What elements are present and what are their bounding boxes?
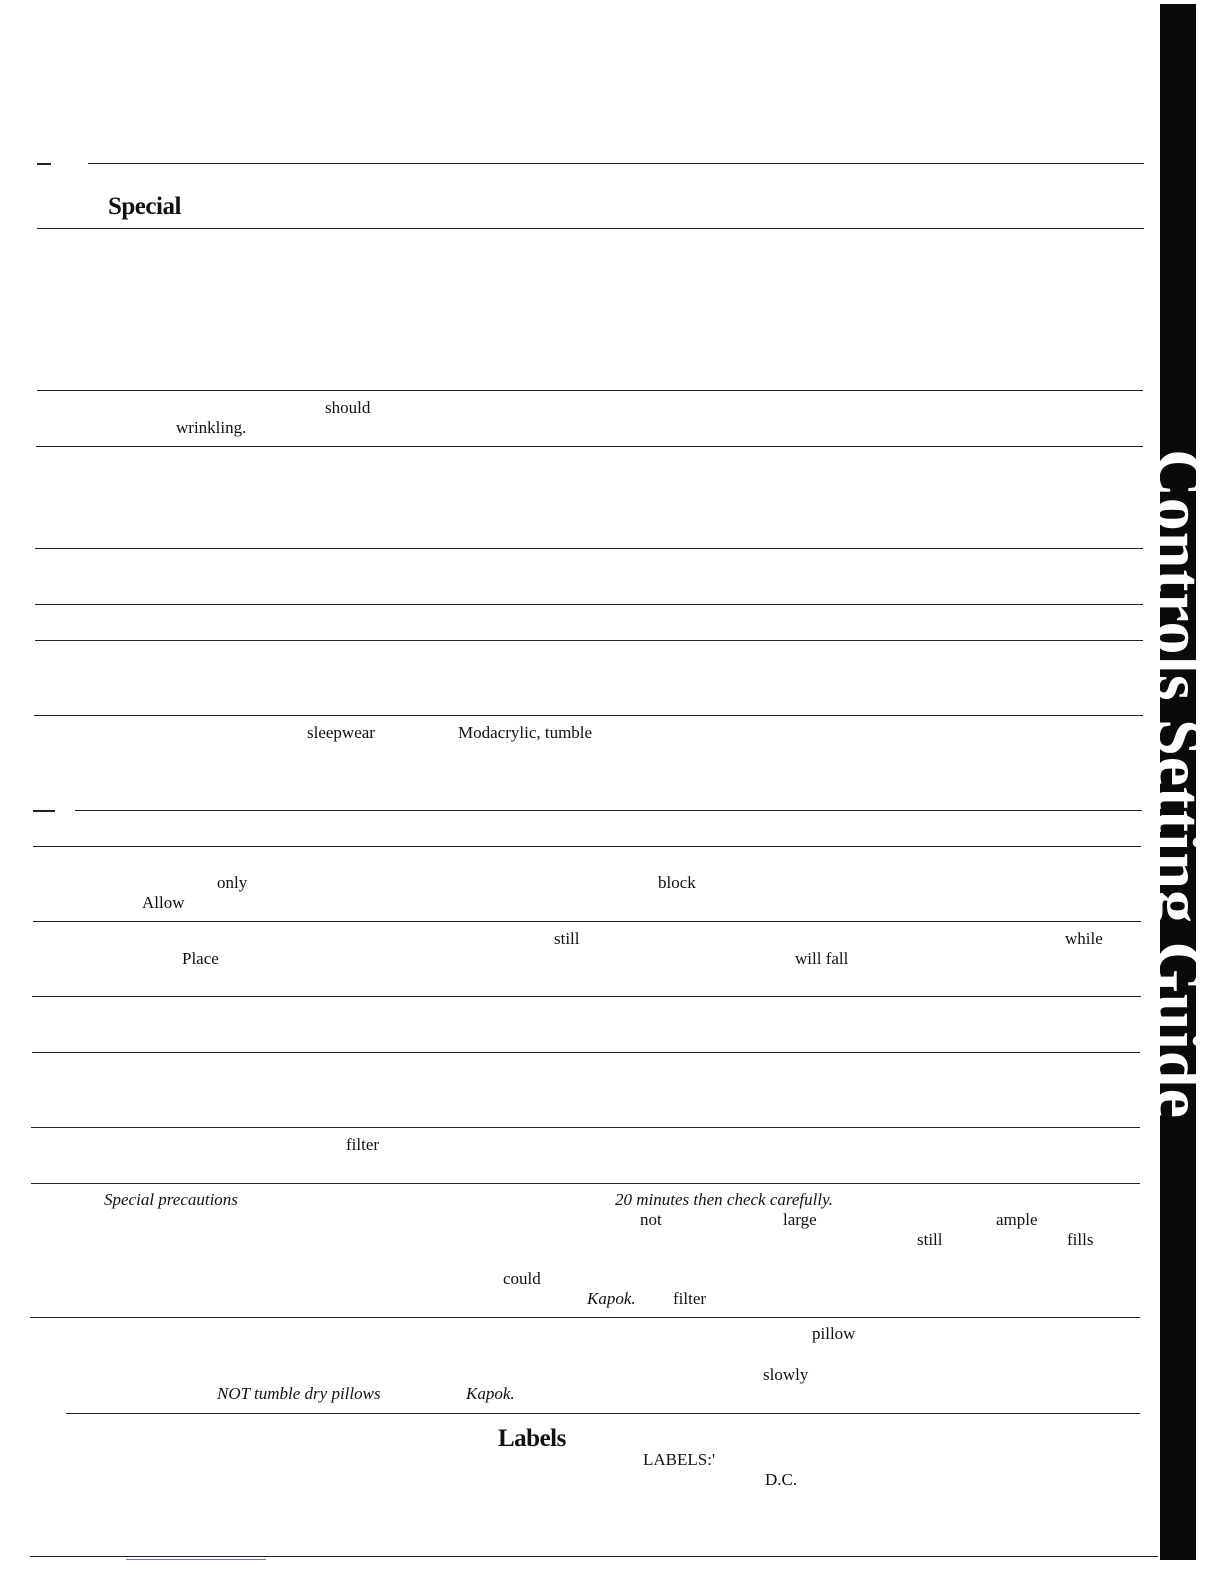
rule-5 <box>35 604 1143 605</box>
word-sleepwear: sleepwear <box>307 723 375 742</box>
word-allow: Allow <box>142 893 185 912</box>
rule-8 <box>75 810 1142 811</box>
word-labels-caps: LABELS:' <box>643 1450 716 1469</box>
rule-7 <box>34 715 1143 716</box>
rule-bottom <box>30 1556 1158 1557</box>
word-modacrylic: Modacrylic, tumble <box>458 723 593 742</box>
word-place: Place <box>182 949 219 968</box>
word-still-a: still <box>554 929 580 948</box>
text-not-tumble-dry: NOT tumble dry pillows <box>217 1384 381 1403</box>
text-special-precautions: Special precautions <box>104 1190 238 1209</box>
rule-2 <box>37 390 1143 391</box>
text-twenty-minutes: 20 minutes then check carefully. <box>615 1190 833 1209</box>
rule-12 <box>32 1052 1140 1053</box>
rule-10 <box>33 921 1141 922</box>
rule-6 <box>35 640 1143 641</box>
rule-14 <box>31 1183 1140 1184</box>
word-kapok-b: Kapok. <box>466 1384 515 1403</box>
rule-15 <box>30 1317 1140 1318</box>
word-not: not <box>640 1210 662 1229</box>
word-kapok-a: Kapok. <box>587 1289 636 1308</box>
rule-4 <box>35 548 1143 549</box>
rule-16 <box>66 1413 1140 1414</box>
section-heading-special: Special <box>108 193 181 220</box>
word-filter-b: filter <box>673 1289 707 1308</box>
section-heading-labels: Labels <box>498 1425 566 1452</box>
word-block: block <box>658 873 696 892</box>
rule-dash-top <box>37 163 51 165</box>
side-tab <box>1142 4 1215 1560</box>
word-dc: D.C. <box>765 1470 798 1489</box>
word-ample: ample <box>996 1210 1038 1229</box>
word-wrinkling: wrinkling. <box>176 418 247 437</box>
word-only: only <box>217 873 248 892</box>
word-should: should <box>325 398 371 417</box>
word-fills: fills <box>1067 1230 1094 1249</box>
word-still-b: still <box>917 1230 943 1249</box>
rule-bottom-blue <box>126 1559 266 1560</box>
side-tab-label: Controls Setting Guide <box>1142 449 1215 1119</box>
rule-9 <box>33 846 1141 847</box>
word-could: could <box>503 1269 541 1288</box>
word-pillow: pillow <box>812 1324 856 1343</box>
rule-1 <box>37 228 1144 229</box>
word-slowly: slowly <box>763 1365 809 1384</box>
rule-13 <box>31 1127 1140 1128</box>
word-large: large <box>783 1210 817 1229</box>
word-will-fall: will fall <box>795 949 849 968</box>
rule-3 <box>36 446 1143 447</box>
rule-11 <box>32 996 1141 997</box>
rule-top <box>88 163 1144 164</box>
word-filter-a: filter <box>346 1135 380 1154</box>
word-while: while <box>1065 929 1103 948</box>
rule-dash-mid <box>33 810 55 812</box>
